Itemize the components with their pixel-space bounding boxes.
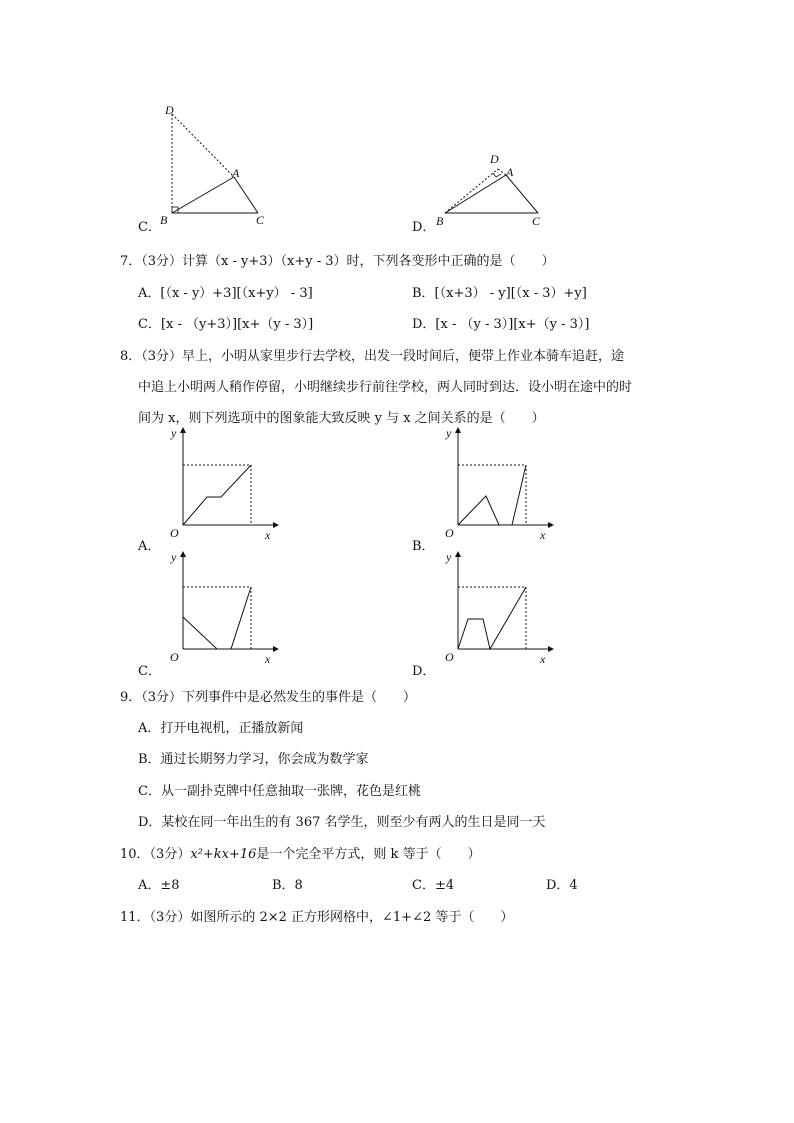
q6c-label-c: C (256, 213, 265, 227)
q7-option-b: B．[（x+3） - y][（x - 3）+y] (412, 286, 587, 301)
q8c-origin: O (170, 650, 179, 664)
q8d-origin: O (445, 650, 454, 664)
q10-stem-suffix: 是一个完全平方式，则 k 等于（ ） (256, 847, 481, 862)
q8c-axis-y: y (171, 550, 177, 564)
q9-option-b: B．通过长期努力学习，你会成为数学家 (138, 752, 369, 767)
q8a-axis-x: x (265, 528, 271, 542)
q6-option-d: D． (412, 220, 436, 235)
q6d-label-d: D (490, 152, 499, 166)
q9-option-d: D．某校在同一年出生的有 367 名学生，则至少有两人的生日是同一天 (138, 815, 546, 830)
q7-stem: 7．（3分）计算（x - y+3）（x+y - 3）时，下列各变形中正确的是（ ） (120, 254, 555, 269)
q8b-axis-x: x (540, 528, 546, 542)
q10-stem (120, 843, 481, 862)
q7-option-c: C．[x - （y+3）][x+（y - 3）] (138, 317, 314, 332)
q11-stem: 11．（3分）如图所示的 2×2 正方形网格中，∠1+∠2 等于（ ） (120, 910, 514, 925)
q7-option-d: D．[x - （y - 3）][x+（y - 3）] (412, 317, 590, 332)
q10-option-b: B．8 (272, 878, 303, 893)
q8a-axis-y: y (171, 426, 177, 440)
q10-option-c: C．±4 (412, 878, 455, 893)
q6-option-c: C． (138, 220, 161, 235)
q8c-axis-x: x (265, 652, 271, 666)
q7-option-a: A．[（x - y）+3][（x+y） - 3] (138, 286, 313, 301)
q8d-axis-y: y (446, 550, 452, 564)
q9-option-a: A．打开电视机，正播放新闻 (138, 721, 304, 736)
q8-stem-line1: 8．（3分）早上，小明从家里步行去学校，出发一段时间后，便带上作业本骑车追赶，途 (120, 349, 625, 364)
q8-graph-c (165, 549, 280, 669)
q6-figure-d (432, 148, 552, 230)
q8-option-a: A． (138, 539, 161, 554)
q8-stem-line2: 中追上小明两人稍作停留，小明继续步行前往学校，两人同时到达．设小明在途中的时 (138, 380, 633, 395)
q6d-label-b: B (436, 214, 444, 228)
q6d-label-c: C (532, 214, 541, 228)
q8b-axis-y: y (446, 426, 452, 440)
q10-stem-math: x²+kx+16 (190, 847, 257, 862)
q6c-label-a: A (232, 166, 240, 180)
q9-option-c: C．从一副扑克牌中任意抽取一张牌，花色是红桃 (138, 784, 421, 799)
q6-figure-c (160, 100, 280, 230)
q10-option-d: D．4 (546, 878, 578, 893)
q8-graph-d (440, 549, 555, 669)
q8-option-c: C． (138, 664, 161, 679)
q6d-label-a: A (506, 165, 514, 179)
q9-stem: 9．（3分）下列事件中是必然发生的事件是（ ） (120, 690, 417, 705)
q8-stem-line3: 间为 x，则下列选项中的图象能大致反映 y 与 x 之间关系的是（ ） (138, 411, 545, 426)
q8-option-b: B． (412, 539, 435, 554)
q8a-origin: O (170, 526, 179, 540)
q8-graph-b (440, 425, 555, 545)
q8-graph-a (165, 425, 280, 545)
q8b-origin: O (445, 526, 454, 540)
q10-option-a: A．±8 (138, 878, 180, 893)
q10-stem-prefix: 10．（3分） (120, 847, 191, 862)
q6c-label-b: B (160, 213, 168, 227)
q8-option-d: D． (412, 664, 436, 679)
q8d-axis-x: x (540, 652, 546, 666)
q6c-label-d: D (165, 103, 174, 117)
